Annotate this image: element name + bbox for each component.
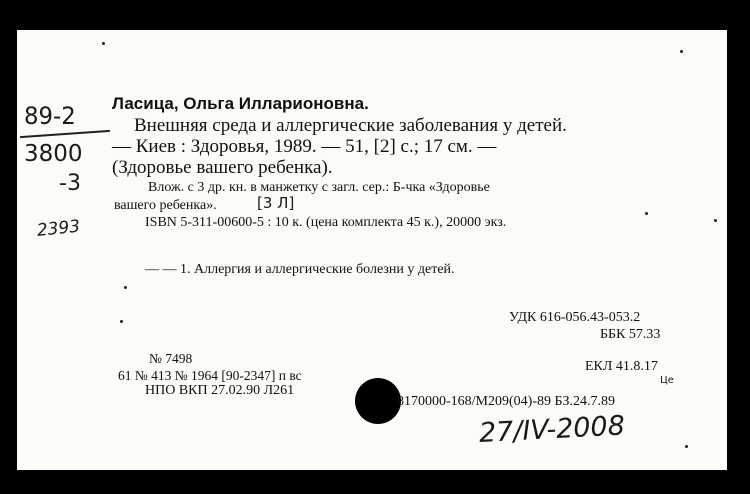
inventory-number: 2393 [35,216,82,241]
speck [714,219,717,222]
catalog-card [17,30,727,470]
speck [120,320,123,323]
isbn-line: ISBN 5-311-00600-5 : 10 к. (цена комплекта 45 к.), 20000 экз. [145,215,507,230]
udk-code: УДК 616-056.43-053.2 [509,310,641,325]
print-line: 61 № 413 № 1964 [90-2347] п вс [118,368,302,383]
speck [685,445,688,448]
title-line-3: (Здоровье вашего ребенка). [112,157,333,178]
title-line-2: — Киев : Здоровья, 1989. — 51, [2] с.; 17 см. — [112,136,497,157]
handwritten-date: 27/IV-2008 [478,410,626,449]
note-line-2: вашего ребенка». [114,198,217,213]
shelfmark-top: 89-2 [24,102,76,130]
author-heading: Ласица, Ольга Илларионовна. [112,94,369,113]
speck [124,286,127,289]
speck [680,50,683,53]
note-line-1: Влож. с 3 др. кн. в манжетку с загл. сер.: Б-чка «Здоровье [148,180,490,195]
bbk-code: ББК 57.33 [600,327,661,342]
npo-line: НПО ВКП 27.02.90 Л261 [145,383,295,398]
punch-hole [355,378,401,424]
speck [645,212,648,215]
ekl-handwritten: Це [660,375,674,386]
order-number: № 7498 [149,351,193,366]
shelfmark-bottom: 3800 [24,141,83,167]
ekl-code: ЕКЛ 41.8.17 [585,359,658,374]
note-handwritten: [3 Л] [257,194,295,212]
shelfmark-copy: -3 [59,171,81,196]
shelfmark-divider [20,130,110,138]
subject-heading: — — 1. Аллергия и аллергические болезни у детей. [145,262,455,277]
title-line-1: Внешняя среда и аллергические заболевания у детей. [134,115,567,136]
speck [102,42,105,45]
code-line: 8170000-168/М209(04)-89 БЗ.24.7.89 [397,394,616,409]
